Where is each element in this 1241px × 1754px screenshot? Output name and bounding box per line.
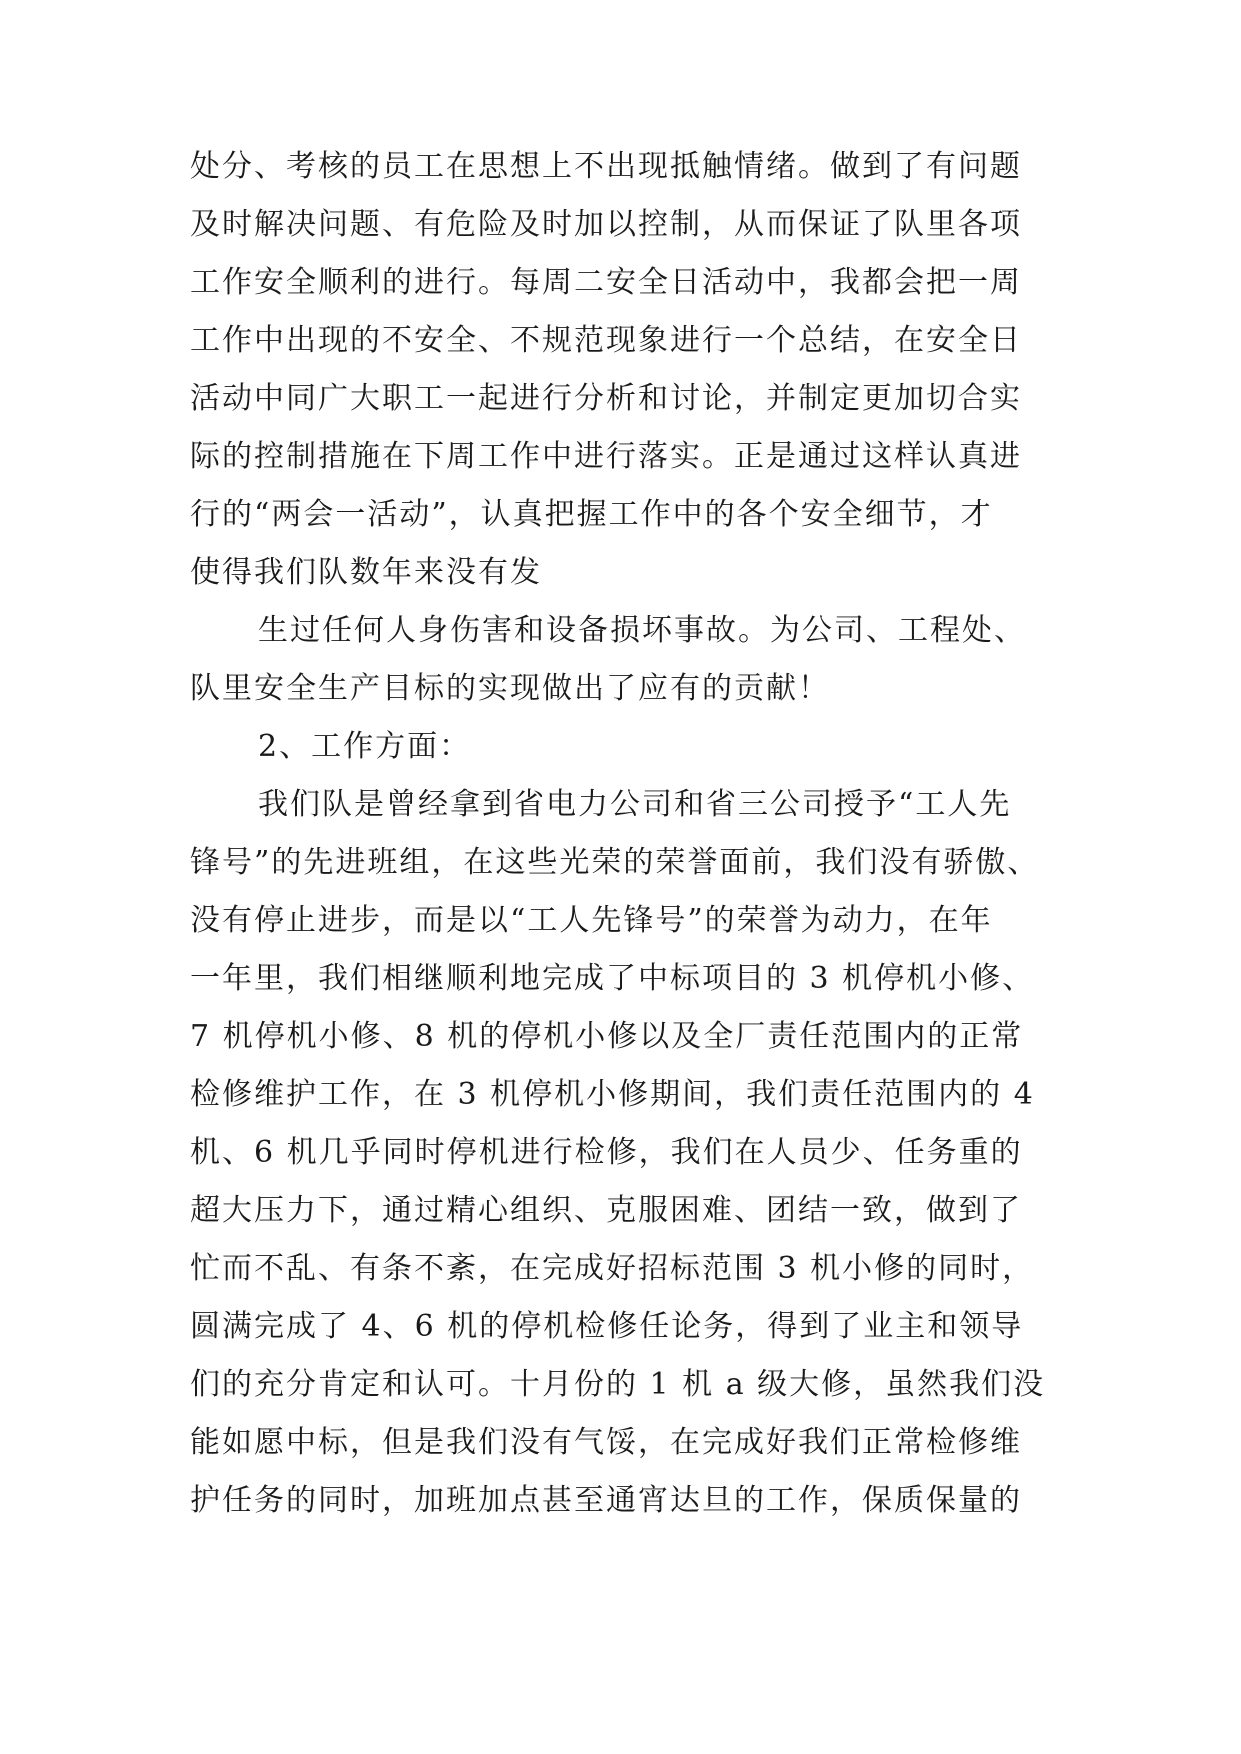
paragraph-line: 及时解决问题、有危险及时加以控制，从而保证了队里各项: [190, 207, 1022, 242]
paragraph-line: 检修维护工作，在 3 机停机小修期间，我们责任范围内的 4: [190, 1077, 1035, 1112]
paragraph-line: 际的控制措施在下周工作中进行落实。正是通过这样认真进: [190, 439, 1022, 474]
paragraph-line: 没有停止进步，而是以“工人先锋号”的荣誉为动力，在年: [190, 903, 993, 938]
paragraph-line: 7 机停机小修、8 机的停机小修以及全厂责任范围内的正常: [190, 1019, 1024, 1054]
paragraph-line: 护任务的同时，加班加点甚至通宵达旦的工作，保质保量的: [190, 1483, 1022, 1518]
paragraph-line: 队里安全生产目标的实现做出了应有的贡献！: [190, 671, 830, 706]
paragraph-line: 超大压力下，通过精心组织、克服困难、团结一致，做到了: [190, 1193, 1022, 1228]
paragraph-line: 使得我们队数年来没有发: [190, 555, 542, 590]
paragraph-line: 工作中出现的不安全、不规范现象进行一个总结，在安全日: [190, 323, 1022, 358]
paragraph-line: 行的“两会一活动”，认真把握工作中的各个安全细节，才: [190, 497, 993, 532]
paragraph-line: 活动中同广大职工一起进行分析和讨论，并制定更加切合实: [190, 381, 1022, 416]
paragraph-line: 机、6 机几乎同时停机进行检修，我们在人员少、任务重的: [190, 1135, 1023, 1170]
paragraph-line: 我们队是曾经拿到省电力公司和省三公司授予“工人先: [258, 787, 1012, 822]
paragraph-line: 处分、考核的员工在思想上不出现抵触情绪。做到了有问题: [190, 149, 1022, 184]
paragraph-line: 圆满完成了 4、6 机的停机检修任论务，得到了业主和领导: [190, 1309, 1024, 1344]
paragraph-line: 能如愿中标，但是我们没有气馁，在完成好我们正常检修维: [190, 1425, 1022, 1460]
paragraph-line: 忙而不乱、有条不紊，在完成好招标范围 3 机小修的同时，: [190, 1251, 1035, 1286]
paragraph-line: 锋号”的先进班组，在这些光荣的荣誉面前，我们没有骄傲、: [190, 845, 1040, 880]
paragraph-line: 工作安全顺利的进行。每周二安全日活动中，我都会把一周: [190, 265, 1022, 300]
paragraph-line: 们的充分肯定和认可。十月份的 1 机 a 级大修，虽然我们没: [190, 1367, 1046, 1402]
paragraph-line: 生过任何人身伤害和设备损坏事故。为公司、工程处、: [258, 613, 1026, 648]
section-heading: 2、工作方面：: [258, 729, 472, 764]
paragraph-line: 一年里，我们相继顺利地完成了中标项目的 3 机停机小修、: [190, 961, 1035, 996]
